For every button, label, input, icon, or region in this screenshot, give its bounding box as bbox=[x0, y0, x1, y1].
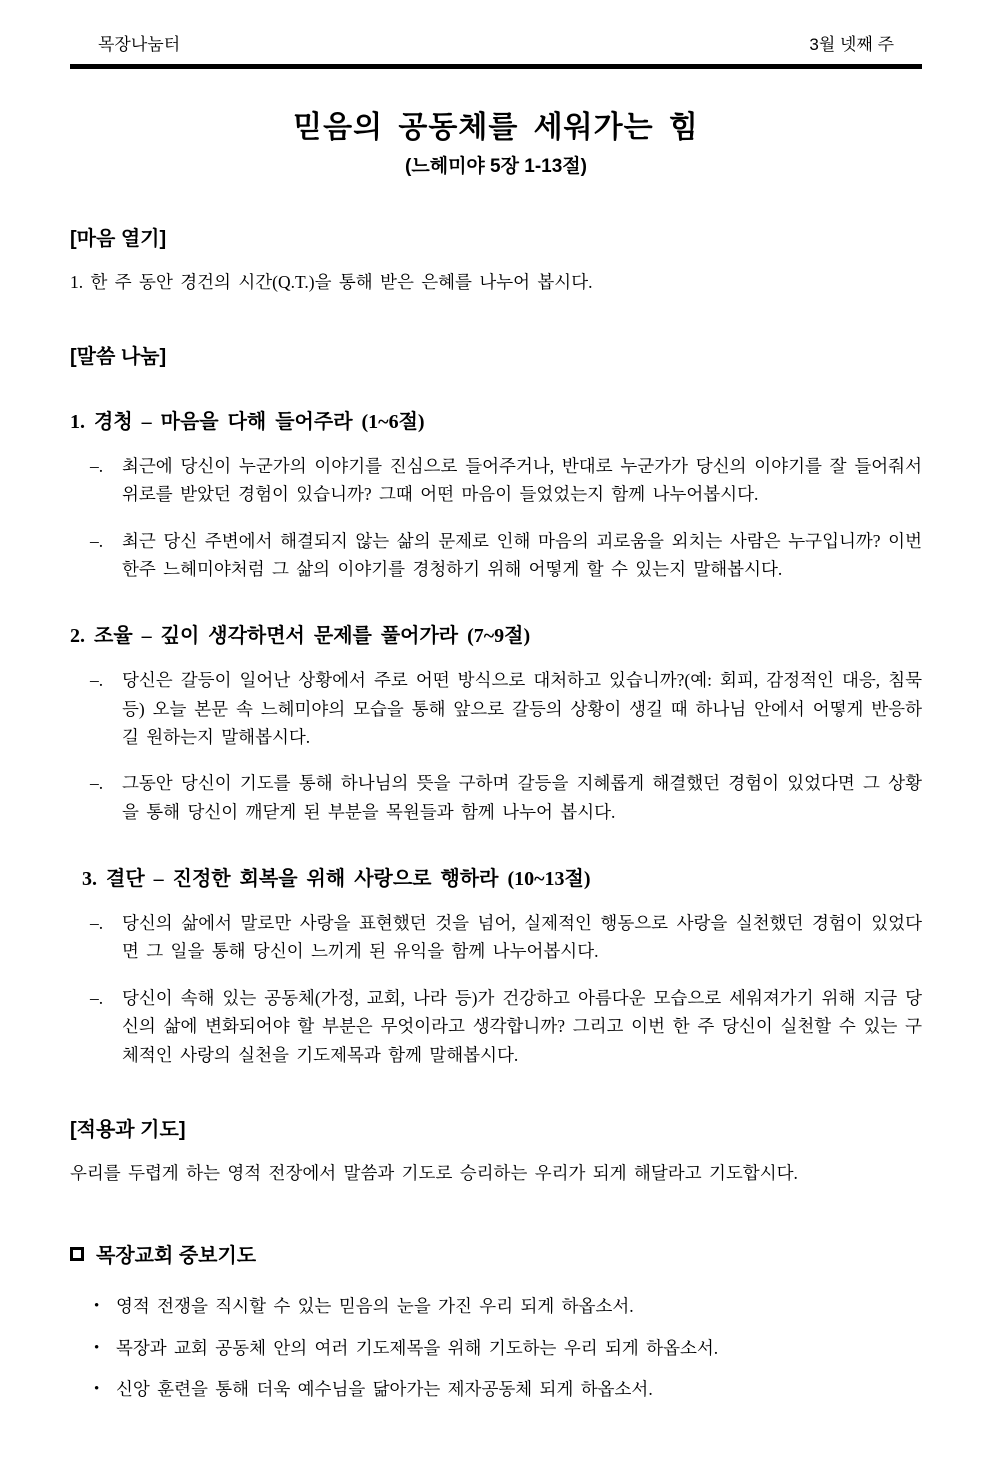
doc-name-label: 목장나눔터 bbox=[98, 35, 181, 54]
discussion-question bbox=[70, 769, 922, 826]
section-mind-opening bbox=[70, 222, 922, 296]
prayer-text: 영적 전쟁을 직시할 수 있는 믿음의 눈을 가진 우리 되게 하옵소서. bbox=[116, 1296, 634, 1317]
section-application-prayer bbox=[70, 1113, 922, 1187]
prayer-text: 신앙 훈련을 통해 더욱 예수님을 닮아가는 제자공동체 되게 하옵소서. bbox=[116, 1379, 653, 1400]
topic-3-decision bbox=[70, 862, 922, 1069]
dash-marker: –. bbox=[90, 773, 104, 794]
intercession-heading-row bbox=[70, 1239, 922, 1268]
qt-sharing-item: 1. 한 주 동안 경건의 시간(Q.T.)을 통해 받은 은혜를 나누어 봅시다. bbox=[70, 271, 593, 292]
checkbox-square-icon bbox=[70, 1247, 84, 1261]
prayer-item bbox=[70, 1334, 922, 1363]
discussion-question bbox=[70, 909, 922, 966]
prayer-item bbox=[70, 1292, 922, 1321]
discussion-question bbox=[70, 452, 922, 509]
discussion-question bbox=[70, 666, 922, 751]
bullet-dot-icon: • bbox=[94, 1381, 100, 1398]
question-text: 최근 당신 주변에서 해결되지 않는 삶의 문제로 인해 마음의 괴로움을 외치는 사람은 누구입니까? 이번 한주 느헤미야처럼 그 삶의 이야기를 경청하기 위해 어떻게 할 수 있는지 말해봅시다. bbox=[122, 530, 922, 580]
application-prayer-text: 우리를 두렵게 하는 영적 전장에서 말씀과 기도로 승리하는 우리가 되게 해달라고 기도합시다. bbox=[70, 1162, 798, 1183]
dash-marker: –. bbox=[90, 530, 104, 551]
section-intercession bbox=[70, 1239, 922, 1404]
header-rule bbox=[70, 64, 922, 69]
application-prayer-heading: [적용과 기도] bbox=[70, 1118, 186, 1141]
mind-opening-heading: [마음 열기] bbox=[70, 227, 167, 250]
bullet-dot-icon: • bbox=[94, 1298, 100, 1315]
topic-heading: 2. 조율 – 깊이 생각하면서 문제를 풀어가라 (7~9절) bbox=[70, 625, 531, 648]
discussion-question bbox=[70, 984, 922, 1069]
dash-marker: –. bbox=[90, 670, 104, 691]
dash-marker: –. bbox=[90, 456, 104, 477]
topic-heading: 1. 경청 – 마음을 다해 들어주라 (1~6절) bbox=[70, 411, 425, 434]
bullet-dot-icon: • bbox=[94, 1339, 100, 1356]
scripture-reference: (느헤미야 5장 1-13절) bbox=[405, 155, 587, 177]
section-word-sharing bbox=[70, 340, 922, 1069]
prayer-item bbox=[70, 1375, 922, 1404]
doc-header bbox=[70, 36, 922, 55]
prayer-text: 목장과 교회 공동체 안의 여러 기도제목을 위해 기도하는 우리 되게 하옵소서. bbox=[116, 1337, 719, 1358]
topic-2-tuning bbox=[70, 619, 922, 826]
question-text: 당신의 삶에서 말로만 사랑을 표현했던 것을 넘어, 실제적인 행동으로 사랑을 실천했던 경험이 있었다면 그 일을 통해 당신이 느끼게 된 유익을 함께 나누어봅시다. bbox=[122, 913, 922, 962]
topic-heading: 3. 결단 – 진정한 회복을 위해 사랑으로 행하라 (10~13절) bbox=[82, 868, 591, 891]
page-title: 믿음의 공동체를 세워가는 힘 bbox=[293, 110, 699, 144]
week-label: 3월 넷째 주 bbox=[809, 35, 894, 54]
topic-1-listening bbox=[70, 405, 922, 583]
intercession-heading: 목장교회 중보기도 bbox=[96, 1245, 257, 1268]
question-text: 당신은 갈등이 일어난 상황에서 주로 어떤 방식으로 대처하고 있습니까?(예: 회피, 감정적인 대응, 침묵 등) 오늘 본문 속 느헤미야의 모습을 통해 앞으로 갈등의 상황이 생길 때 하나님 안에서 어떻게 반응하길 원하는지 말해봅시다. bbox=[122, 670, 922, 748]
question-text: 그동안 당신이 기도를 통해 하나님의 뜻을 구하며 갈등을 지혜롭게 해결했던 경험이 있었다면 그 상황을 통해 당신이 깨닫게 된 부분을 목원들과 함께 나누어 봅시다. bbox=[122, 773, 922, 822]
dash-marker: –. bbox=[90, 913, 104, 934]
word-sharing-heading: [말씀 나눔] bbox=[70, 346, 167, 369]
discussion-question bbox=[70, 527, 922, 584]
dash-marker: –. bbox=[90, 987, 104, 1008]
question-text: 최근에 당신이 누군가의 이야기를 진심으로 들어주거나, 반대로 누군가가 당신의 이야기를 잘 들어줘서 위로를 받았던 경험이 있습니까? 그때 어떤 마음이 들었었는지 함께 나누어봅시다. bbox=[122, 456, 922, 505]
question-text: 당신이 속해 있는 공동체(가정, 교회, 나라 등)가 건강하고 아름다운 모습으로 세워져가기 위해 지금 당신의 삶에 변화되어야 할 부분은 무엇이라고 생각합니까? 그리고 이번 한 주 당신이 실천할 수 있는 구체적인 사랑의 실천을 기도제목과 함께 말해봅시다. bbox=[122, 987, 922, 1065]
